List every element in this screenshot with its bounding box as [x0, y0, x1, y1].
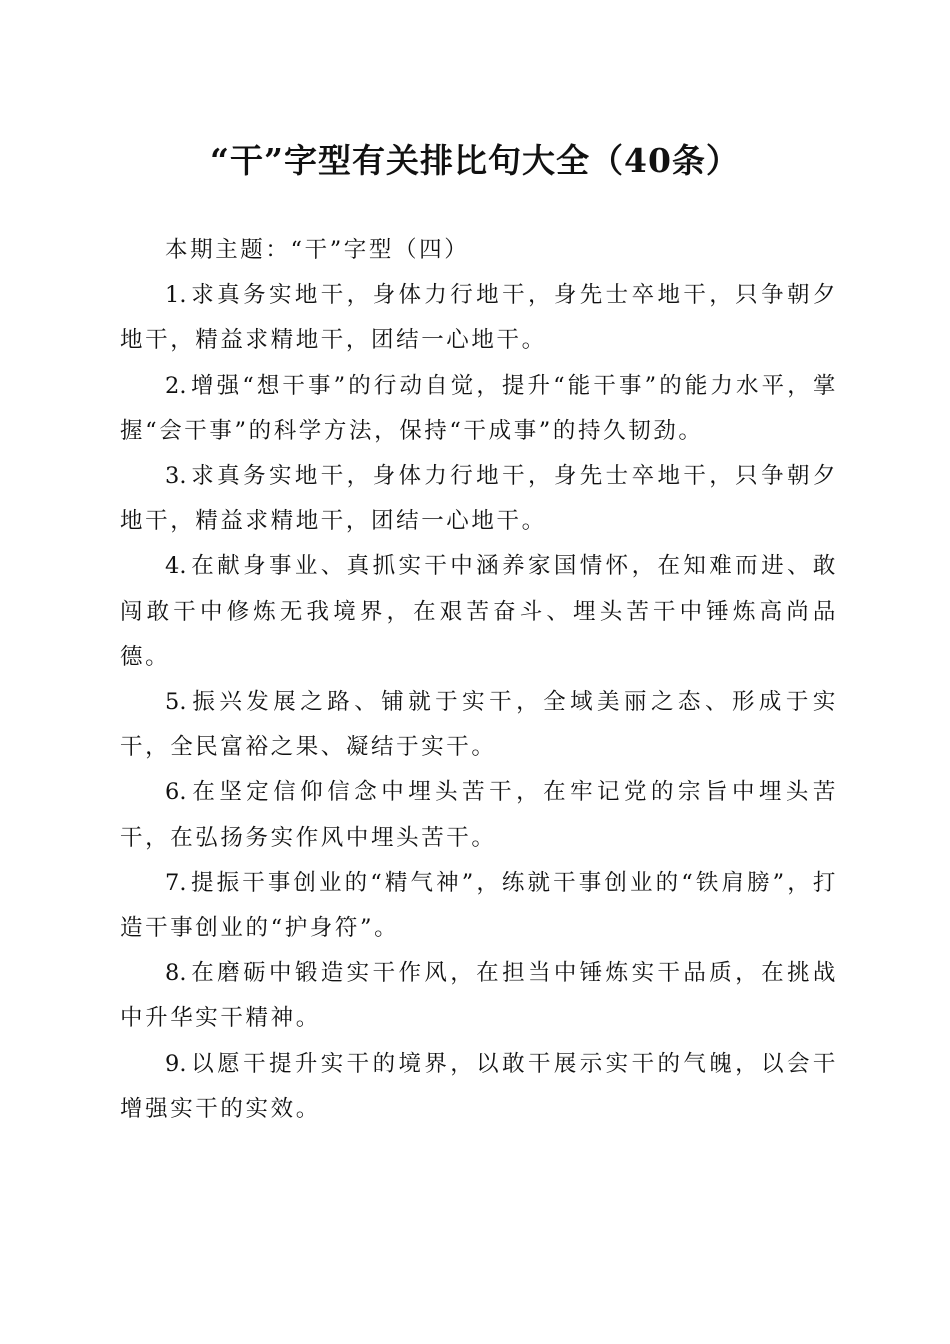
item-number: 6. [165, 779, 187, 806]
item-number: 2. [165, 372, 187, 399]
list-item [120, 861, 838, 951]
item-text: 求真务实地干，身体力行地干，身先士卒地干，只争朝夕地干，精益求精地干，团结一心地干。 [120, 282, 838, 354]
item-number: 1. [165, 282, 187, 309]
item-text: 在献身事业、真抓实干中涵养家国情怀，在知难而进、敢闯敢干中修炼无我境界，在艰苦奋斗、埋头苦干中锤炼高尚品德。 [120, 553, 838, 670]
item-text: 增强“想干事”的行动自觉，提升“能干事”的能力水平，掌握“会干事”的科学方法，保持“干成事”的持久韧劲。 [120, 372, 838, 444]
item-number: 7. [165, 869, 187, 896]
item-number: 5. [165, 689, 187, 716]
list-item [120, 951, 838, 1041]
document-body [120, 228, 838, 1132]
list-item [120, 1042, 838, 1132]
list-item [120, 770, 838, 860]
list-item [120, 680, 838, 770]
item-number: 9. [165, 1050, 187, 1077]
item-text: 求真务实地干，身体力行地干，身先士卒地干，只争朝夕地干，精益求精地干，团结一心地干。 [120, 463, 838, 535]
item-number: 8. [165, 960, 187, 987]
item-text: 以愿干提升实干的境界，以敢干展示实干的气魄，以会干增强实干的实效。 [120, 1050, 838, 1122]
document-title: “干”字型有关排比句大全（40条） [210, 141, 740, 180]
item-number: 4. [165, 553, 187, 580]
item-text: 振兴发展之路、铺就于实干，全域美丽之态、形成于实干，全民富裕之果、凝结于实干。 [120, 689, 838, 761]
item-text: 在坚定信仰信念中埋头苦干，在牢记党的宗旨中埋头苦干，在弘扬务实作风中埋头苦干。 [120, 779, 838, 851]
item-text: 提振干事创业的“精气神”，练就干事创业的“铁肩膀”，打造干事创业的“护身符”。 [120, 869, 838, 942]
list-item [120, 454, 838, 544]
item-text: 在磨砺中锻造实干作风，在担当中锤炼实干品质，在挑战中升华实干精神。 [120, 960, 838, 1032]
list-item [120, 364, 838, 454]
list-item [120, 544, 838, 680]
theme-line: 本期主题：“干”字型（四） [165, 237, 470, 263]
list-item [120, 273, 838, 363]
item-number: 3. [165, 463, 187, 490]
